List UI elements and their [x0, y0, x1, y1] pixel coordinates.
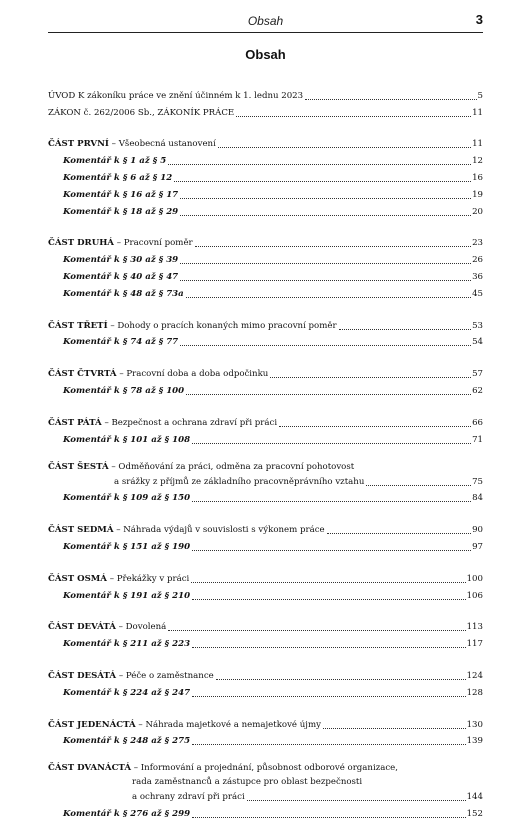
toc-page-number: 75: [472, 476, 483, 487]
part-label: ČÁST DEVÁTÁ: [48, 622, 116, 633]
toc-comment-entry[interactable]: [48, 167, 483, 184]
part-title-line-3: a ochrany zdraví při práci: [132, 791, 245, 802]
comment-text: Komentář k § 151 až § 190: [63, 541, 191, 552]
part-title: – Pracovní doba a doba odpočinku: [116, 369, 269, 380]
toc-part-entry[interactable]: [48, 519, 483, 536]
toc-page-number: 144: [466, 791, 483, 802]
dot-leader: [192, 500, 471, 502]
toc-part-entry[interactable]: [48, 363, 483, 380]
toc-group-cast-5: [48, 412, 483, 446]
dot-leader: [216, 678, 466, 680]
part-title: – Bezpečnost a ochrana zdraví při práci: [101, 417, 278, 428]
toc-part-entry[interactable]: [48, 665, 483, 682]
toc-group-cast-12: [48, 762, 483, 819]
dot-leader: [270, 376, 471, 378]
part-title-line-2: a srážky z příjmů ze základního pracovněprávního vztahu: [114, 476, 365, 487]
toc-comment-entry[interactable]: [48, 803, 483, 820]
dot-leader: [180, 344, 471, 346]
dot-leader: [180, 279, 471, 281]
dot-leader: [186, 393, 471, 395]
comment-text: Komentář k § 74 až § 77: [63, 337, 179, 348]
toc-page-number: 26: [472, 255, 483, 266]
page-number: 3: [475, 12, 483, 27]
comment-text: Komentář k § 18 až § 29: [63, 206, 179, 217]
toc-entry-text: ZÁKON č. 262/2006 Sb., ZÁKONÍK PRÁCE: [48, 107, 235, 118]
part-title: – Všeobecná ustanovení: [108, 139, 216, 150]
part-title-line-1: – Informování a projednání, působnost odborové organizace,: [131, 763, 398, 774]
toc-page-number: 71: [472, 434, 483, 445]
toc-group-cast-8: [48, 568, 483, 602]
toc-page-number: 84: [472, 493, 483, 504]
dot-leader: [247, 799, 466, 801]
toc-part-entry[interactable]: [48, 568, 483, 585]
dot-leader: [168, 629, 465, 631]
toc-entry-zakon[interactable]: [48, 102, 483, 119]
part-title: – Náhrada majetkové a nemajetkové újmy: [135, 719, 321, 730]
dot-leader: [218, 146, 471, 148]
toc-group-cast-10: [48, 665, 483, 699]
dot-leader: [366, 484, 471, 486]
running-head: [48, 12, 483, 33]
dot-leader: [323, 727, 466, 729]
toc-comment-entry[interactable]: [48, 585, 483, 602]
toc-comment-entry[interactable]: [48, 249, 483, 266]
toc-entry-text: ÚVOD K zákoníku práce ve znění účinném k 1. lednu 2023: [48, 90, 304, 101]
toc-page-number: 97: [472, 541, 483, 552]
part-label: ČÁST TŘETÍ: [48, 320, 108, 331]
part-label: ČÁST PRVNÍ: [48, 139, 109, 150]
toc-group-cast-7: [48, 519, 483, 553]
dot-leader: [192, 598, 465, 600]
comment-text: Komentář k § 78 až § 100: [63, 385, 185, 396]
comment-text: Komentář k § 16 až § 17: [63, 189, 179, 200]
toc-page-number: 19: [472, 189, 483, 200]
toc-page-number: 62: [472, 385, 483, 396]
toc-page-number: 100: [466, 573, 483, 584]
comment-text: Komentář k § 6 až § 12: [63, 172, 173, 183]
part-title-line-2: rada zaměstnanců a zástupce pro oblast bezpečnosti: [132, 776, 363, 787]
dot-leader: [195, 245, 471, 247]
toc-comment-entry[interactable]: [48, 380, 483, 397]
dot-leader: [186, 296, 471, 298]
dot-leader: [192, 646, 465, 648]
toc-page-number: 66: [472, 417, 483, 428]
toc-page-number: 57: [472, 369, 483, 380]
dot-leader: [305, 98, 476, 100]
toc-part-entry[interactable]: [48, 412, 483, 429]
comment-text: Komentář k § 30 až § 39: [63, 255, 179, 266]
toc-group-cast-4: [48, 363, 483, 397]
comment-text: Komentář k § 248 až § 275: [63, 736, 191, 747]
comment-text: Komentář k § 224 až § 247: [63, 687, 191, 698]
toc-comment-entry[interactable]: [48, 283, 483, 300]
toc-page-number: 124: [466, 670, 483, 681]
dot-leader: [236, 115, 471, 117]
toc-comment-entry[interactable]: [48, 633, 483, 650]
part-label: ČÁST JEDENÁCTÁ: [48, 719, 136, 730]
toc-part-entry[interactable]: [48, 617, 483, 634]
toc-part-entry[interactable]: [48, 762, 483, 803]
toc-page-number: 11: [472, 107, 483, 118]
toc-page-number: 113: [466, 622, 483, 633]
toc-page-number: 117: [466, 639, 483, 650]
dot-leader: [192, 442, 471, 444]
toc-page-number: 45: [472, 288, 483, 299]
comment-text: Komentář k § 1 až § 5: [63, 156, 167, 167]
comment-text: Komentář k § 101 až § 108: [63, 434, 191, 445]
toc-page-number: 23: [472, 238, 483, 249]
toc-page-number: 20: [472, 206, 483, 217]
toc-comment-entry[interactable]: [48, 731, 483, 748]
toc-comment-entry[interactable]: [48, 488, 483, 505]
toc-page-number: 53: [472, 320, 483, 331]
toc-comment-entry[interactable]: [48, 536, 483, 553]
dot-leader: [192, 549, 471, 551]
part-title: – Náhrada výdajů v souvislosti s výkonem práce: [113, 525, 325, 536]
part-title: – Péče o zaměstnance: [116, 670, 214, 681]
comment-text: Komentář k § 191 až § 210: [63, 590, 191, 601]
part-title: – Dovolená: [115, 622, 167, 633]
part-label: ČÁST PÁTÁ: [48, 417, 102, 428]
dot-leader: [192, 816, 465, 818]
dot-leader: [191, 581, 465, 583]
toc-comment-entry[interactable]: [48, 184, 483, 201]
toc-comment-entry[interactable]: [48, 332, 483, 349]
running-head-title: Obsah: [247, 14, 284, 28]
toc-part-entry[interactable]: [48, 461, 483, 488]
toc-comment-entry[interactable]: [48, 266, 483, 283]
dot-leader: [180, 214, 471, 216]
comment-text: Komentář k § 48 až § 73a: [63, 288, 184, 299]
toc-part-entry[interactable]: [48, 134, 483, 151]
toc-comment-entry[interactable]: [48, 201, 483, 218]
toc-page-number: 11: [472, 139, 483, 150]
dot-leader: [192, 743, 465, 745]
toc-group-cast-2: [48, 233, 483, 300]
toc-page-number: 128: [466, 687, 483, 698]
toc-part-entry[interactable]: [48, 714, 483, 731]
toc-comment-entry[interactable]: [48, 150, 483, 167]
dot-leader: [168, 163, 471, 165]
toc-page-number: 54: [472, 337, 483, 348]
part-title-line-1: – Odměňování za práci, odměna za pracovní pohotovost: [108, 461, 355, 472]
toc-comment-entry[interactable]: [48, 429, 483, 446]
toc-page-number: 90: [472, 525, 483, 536]
part-title: – Pracovní poměr: [113, 238, 193, 249]
comment-text: Komentář k § 276 až § 299: [63, 808, 191, 819]
part-label: ČÁST DESÁTÁ: [48, 670, 117, 681]
toc-part-entry[interactable]: [48, 233, 483, 250]
part-label: ČÁST SEDMÁ: [48, 525, 114, 536]
toc-page-number: 130: [466, 719, 483, 730]
toc-part-entry[interactable]: [48, 315, 483, 332]
part-label: ČÁST OSMÁ: [48, 573, 107, 584]
toc-page-number: 139: [466, 736, 483, 747]
dot-leader: [339, 328, 471, 330]
toc-group-cast-1: [48, 134, 483, 218]
toc-entry-uvod[interactable]: [48, 85, 483, 102]
page-title: Obsah: [245, 47, 286, 62]
dot-leader: [327, 532, 471, 534]
comment-text: Komentář k § 211 až § 223: [63, 639, 191, 650]
toc-group-cast-11: [48, 714, 483, 748]
table-of-contents: [48, 85, 483, 835]
toc-comment-entry[interactable]: [48, 682, 483, 699]
part-title: – Dohody o pracích konaných mimo pracovní poměr: [107, 320, 337, 331]
toc-page-number: 36: [472, 271, 483, 282]
toc-page-number: 5: [477, 90, 483, 101]
toc-group-cast-3: [48, 315, 483, 349]
toc-group-uvod: [48, 85, 483, 119]
toc-page-number: 106: [466, 590, 483, 601]
part-label: ČÁST DRUHÁ: [48, 238, 114, 249]
dot-leader: [174, 180, 471, 182]
dot-leader: [279, 425, 471, 427]
part-label: ČÁST ŠESTÁ: [48, 461, 109, 472]
part-title: – Překážky v práci: [106, 573, 190, 584]
dot-leader: [180, 262, 471, 264]
part-label: ČÁST ČTVRTÁ: [48, 369, 117, 380]
toc-page-number: 152: [466, 808, 483, 819]
toc-page-number: 16: [472, 172, 483, 183]
comment-text: Komentář k § 109 až § 150: [63, 493, 191, 504]
toc-group-cast-6: [48, 461, 483, 505]
dot-leader: [192, 695, 465, 697]
toc-page-number: 12: [472, 156, 483, 167]
part-label: ČÁST DVANÁCTÁ: [48, 763, 132, 774]
dot-leader: [180, 197, 471, 199]
comment-text: Komentář k § 40 až § 47: [63, 271, 179, 282]
toc-group-cast-9: [48, 617, 483, 651]
